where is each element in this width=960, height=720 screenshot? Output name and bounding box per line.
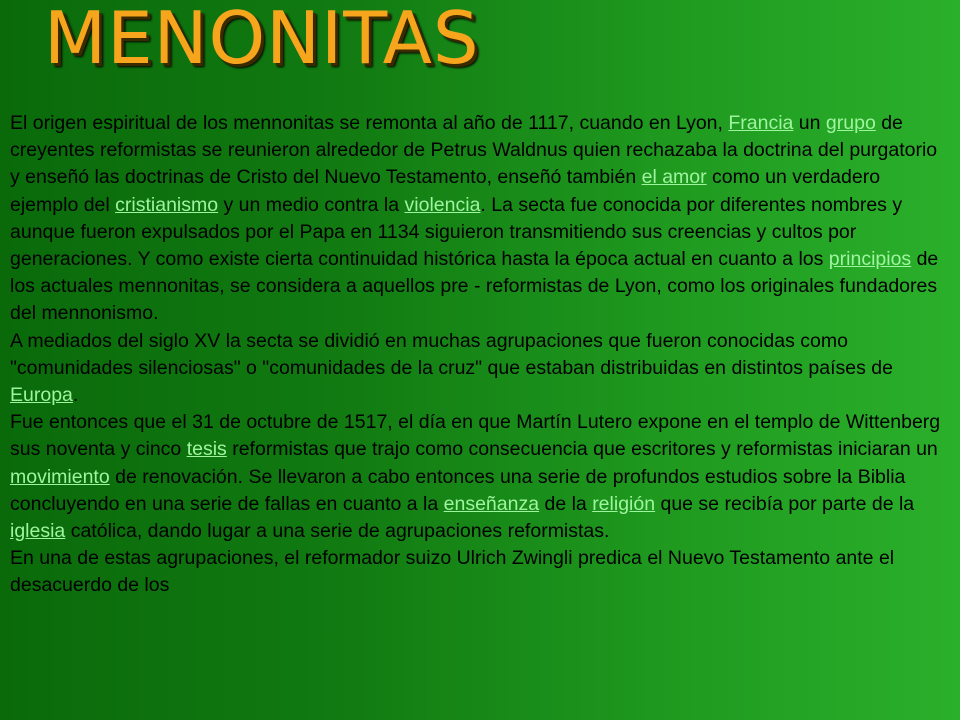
text: de los actuales mennonitas, se considera a aquellos pre - reformistas de Lyon, como los originales fundadores del mennonismo.: [10, 248, 939, 325]
link-el-amor[interactable]: el amor: [641, 166, 707, 189]
text: un: [793, 112, 826, 134]
paragraph-3: [10, 409, 950, 545]
link-iglesia[interactable]: iglesia: [10, 520, 66, 543]
article-body: [10, 110, 950, 600]
text: A mediados del siglo XV la secta se dividió en muchas agrupaciones que fueron conocidas como "comunidades silenciosas" o "comunidades de la cruz" que estaban distribuidas en distintos países de: [10, 329, 893, 379]
page-title: MENONITAS: [44, 0, 480, 80]
link-ensenanza[interactable]: enseñanza: [443, 492, 540, 515]
text: .: [72, 384, 79, 407]
link-cristianismo[interactable]: cristianismo: [115, 193, 219, 216]
link-principios[interactable]: principios: [828, 248, 912, 271]
paragraph-2: [10, 328, 950, 410]
text: Fue entonces que el 31 de octubre de 1517, el día en que Martín Lutero expone en el templo de Wittenberg sus noventa y cinco: [10, 411, 941, 461]
link-tesis[interactable]: tesis: [186, 438, 227, 461]
link-violencia[interactable]: violencia: [404, 193, 481, 216]
link-europa[interactable]: Europa: [10, 384, 73, 407]
text: como un verdadero ejemplo del: [10, 166, 881, 216]
text: reformistas que trajo como consecuencia que escritores y reformistas iniciaran un: [226, 438, 938, 461]
link-religion[interactable]: religión: [592, 492, 656, 515]
text: de renovación. Se llevaron a cabo entonces una serie de profundos estudios sobre la Biblia concluyendo en una serie de fallas en cuanto a la: [10, 465, 906, 515]
paragraph-4: [10, 545, 950, 599]
text: de la: [539, 492, 593, 515]
text: de creyentes reformistas se reunieron alrededor de Petrus Waldnus quien rechazaba la doctrina del purgatorio y enseñó las doctrinas de Cristo del Nuevo Testamento, enseñó también: [10, 112, 938, 189]
text: y un medio contra la: [218, 193, 405, 216]
text: católica, dando lugar a una serie de agrupaciones reformistas.: [65, 520, 610, 543]
link-francia[interactable]: Francia: [728, 112, 794, 134]
text: El origen espiritual de los mennonitas se remonta al año de 1117, cuando en Lyon,: [10, 112, 729, 134]
paragraph-1: [10, 110, 950, 328]
text: En una de estas agrupaciones, el reformador suizo Ulrich Zwingli predica el Nuevo Testamento ante el desacuerdo de los: [10, 547, 895, 597]
text: . La secta fue conocida por diferentes nombres y aunque fueron expulsados por el Papa en 1134 siguieron transmitiendo sus creencias y cultos por generaciones. Y como existe cierta continuidad histórica hasta la época actual en cuanto a los: [10, 193, 903, 271]
text: que se recibía por parte de la: [655, 492, 915, 515]
link-movimiento[interactable]: movimiento: [10, 465, 110, 488]
link-grupo[interactable]: grupo: [825, 112, 876, 134]
